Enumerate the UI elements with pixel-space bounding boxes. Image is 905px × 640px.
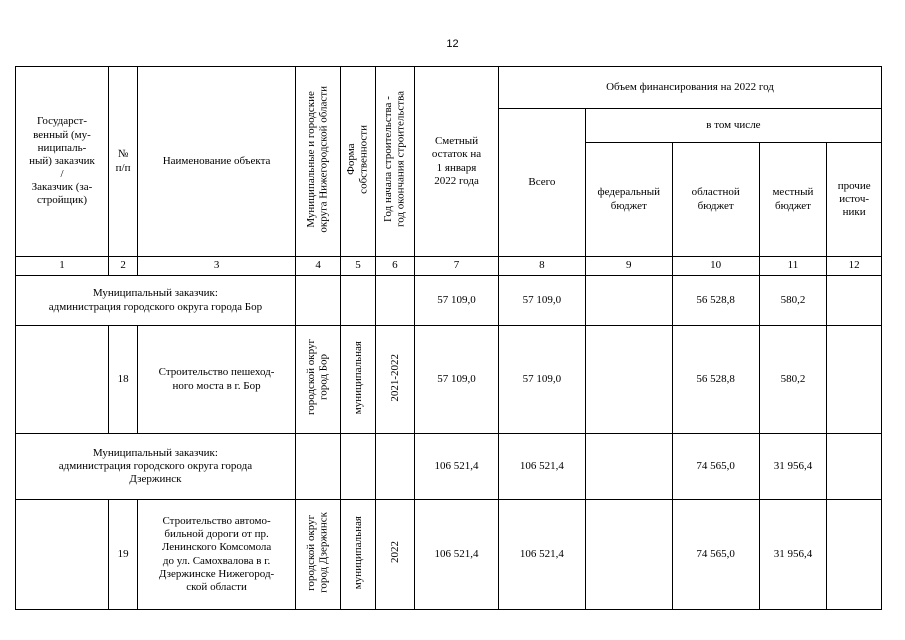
col-number: 7: [415, 257, 499, 276]
group-regional: 56 528,8: [672, 276, 759, 326]
item-ownership: муниципальная: [341, 326, 375, 434]
header-local: местный бюджет: [759, 143, 827, 257]
group-other: [827, 276, 882, 326]
item-federal: [585, 500, 672, 610]
item-num: 19: [108, 500, 137, 610]
item-total: 57 109,0: [498, 326, 585, 434]
item-municipality: городской округ город Дзержинск: [295, 500, 340, 610]
item-row: [16, 326, 882, 434]
group-local: 31 956,4: [759, 434, 827, 500]
group-remaining: 106 521,4: [415, 434, 499, 500]
item-remaining: 57 109,0: [415, 326, 499, 434]
item-years: 2021-2022: [375, 326, 414, 434]
page-number: 12: [446, 38, 459, 50]
col-number: 4: [295, 257, 340, 276]
header-federal: федеральный бюджет: [585, 143, 672, 257]
item-name: Строительство пешеход- ного моста в г. Бор: [138, 326, 296, 434]
col-number: 8: [498, 257, 585, 276]
group-title: Муниципальный заказчик: администрация городского округа города Дзержинск: [16, 434, 296, 500]
col-number: 3: [138, 257, 296, 276]
group-other: [827, 434, 882, 500]
column-number-row: [16, 257, 882, 276]
group-federal: [585, 434, 672, 500]
item-local: 580,2: [759, 326, 827, 434]
col-number: 12: [827, 257, 882, 276]
item-remaining: 106 521,4: [415, 500, 499, 610]
group-local: 580,2: [759, 276, 827, 326]
header-other: прочие источ- ники: [827, 143, 882, 257]
item-regional: 74 565,0: [672, 500, 759, 610]
item-name: Строительство автомо- бильной дороги от пр. Ленинского Комсомола до ул. Самохвалова в г. Дзержинске Нижегород- ской области: [138, 500, 296, 610]
item-row: [16, 500, 882, 610]
header-total: Всего: [498, 109, 585, 257]
group-total: 57 109,0: [498, 276, 585, 326]
group-remaining: 57 109,0: [415, 276, 499, 326]
item-total: 106 521,4: [498, 500, 585, 610]
header-regional: областной бюджет: [672, 143, 759, 257]
col-number: 11: [759, 257, 827, 276]
header-years: Год начала строительства - год окончания строительства: [375, 67, 414, 257]
col-number: 2: [108, 257, 137, 276]
header-including: в том числе: [585, 109, 881, 143]
financing-table: [15, 66, 882, 610]
col-number: 1: [16, 257, 109, 276]
group-total: 106 521,4: [498, 434, 585, 500]
header-municipality: Муниципальные и городские округа Нижегородской области: [295, 67, 340, 257]
group-row: [16, 276, 882, 326]
item-num: 18: [108, 326, 137, 434]
col-number: 10: [672, 257, 759, 276]
item-ownership: муниципальная: [341, 500, 375, 610]
group-title: Муниципальный заказчик: администрация городского округа города Бор: [16, 276, 296, 326]
header-num: № п/п: [108, 67, 137, 257]
item-municipality: городской округ город Бор: [295, 326, 340, 434]
group-regional: 74 565,0: [672, 434, 759, 500]
group-federal: [585, 276, 672, 326]
item-federal: [585, 326, 672, 434]
header-remaining: Сметный остаток на 1 января 2022 года: [415, 67, 499, 257]
col-number: 6: [375, 257, 414, 276]
header-customer: Государст- венный (му- ниципаль- ный) заказчик / Заказчик (за- стройщик): [16, 67, 109, 257]
item-years: 2022: [375, 500, 414, 610]
group-row: [16, 434, 882, 500]
col-number: 9: [585, 257, 672, 276]
header-object-name: Наименование объекта: [138, 67, 296, 257]
item-other: [827, 326, 882, 434]
item-other: [827, 500, 882, 610]
item-local: 31 956,4: [759, 500, 827, 610]
col-number: 5: [341, 257, 375, 276]
header-ownership: Форма собственности: [341, 67, 375, 257]
header-funding-title: Объем финансирования на 2022 год: [498, 67, 881, 109]
item-regional: 56 528,8: [672, 326, 759, 434]
